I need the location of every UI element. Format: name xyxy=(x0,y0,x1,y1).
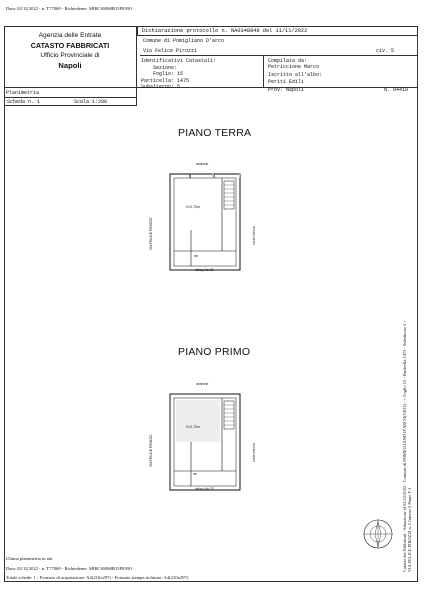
civic-number: civ. 5 xyxy=(375,48,394,54)
ident-sezione: Sezione: xyxy=(153,64,178,71)
floor-title-ground: PIANO TERRA xyxy=(178,127,252,139)
ground-door-mark-b xyxy=(239,174,240,178)
top-meta: Data: 02/12/2022 - n. T77068 - Richiedente: SBBCSM68B13F839O xyxy=(6,6,133,11)
side-vertical-text xyxy=(402,320,412,572)
compilata-prov: Prov. Napoli xyxy=(268,86,305,93)
agency-box xyxy=(4,26,137,88)
bottom-note: Ultima planimetria in atti xyxy=(6,556,53,561)
plan-box xyxy=(4,88,137,106)
first-label-wc: wc xyxy=(193,472,198,476)
ground-door-mark-a xyxy=(212,174,214,178)
ident-foglio: Foglio: 15 xyxy=(153,71,184,78)
ident-box xyxy=(137,56,264,91)
plan-label: Planimetria xyxy=(6,90,40,96)
bottom-meta-2: Totale schede: 1 - Formato di acquisizione: A4(210x297) - Formato stampa richiesto: A4(210x297) xyxy=(6,575,189,580)
compilata-name: Petriccione Marco xyxy=(268,64,320,71)
scale-label: Scala 1:200 xyxy=(74,99,108,105)
ground-stair xyxy=(224,181,234,209)
declaration-row xyxy=(137,26,418,36)
compilata-num: N. 04410 xyxy=(383,86,408,93)
compilata-albo: Periti Edili xyxy=(268,78,305,85)
ident-title: Identificativi Catastali: xyxy=(141,58,217,64)
ground-label-wc: wc xyxy=(194,254,199,258)
side-line-1: Catasto dei Fabbricati - Situazione al 02/12/2022 - Comune di POMIGLIANO D'ARCO(G812) - < Foglio 15 - Particella 1475 - Subalterno 5 > xyxy=(402,320,407,572)
ground-inner-wall xyxy=(174,178,236,266)
ground-label-height: H=2,70m xyxy=(186,205,200,209)
first-floor-watermark-blur xyxy=(176,400,220,442)
ident-particella: Particella: 1475 xyxy=(141,77,190,84)
agency-line-2: CATASTO FABBRICATI xyxy=(30,41,110,50)
ground-label-bottom: altra p.lla 23 xyxy=(195,268,214,272)
agency-line-3: Ufficio Provinciale di xyxy=(40,52,100,59)
compilata-iscritto: Iscritto all'albo: xyxy=(268,72,323,79)
agency-line-4: Napoli xyxy=(58,61,82,70)
compilata-box xyxy=(264,56,418,93)
first-label-street: VIA FELICE PIROZZI xyxy=(149,434,153,467)
first-label-bottom: altra p.lla 23 xyxy=(195,487,214,491)
first-label-androne: androne xyxy=(196,382,209,386)
ground-outer-wall xyxy=(170,174,240,270)
address-text: Via Felice Pirozzi xyxy=(143,48,198,54)
first-label-court: corte interna xyxy=(252,443,256,462)
declaration-text: Dichiarazione protocollo n. NA0348849 del 11/11/2022 xyxy=(142,28,308,34)
sheet-number: Scheda n. 1 xyxy=(7,99,41,105)
ground-label-court: corte interna xyxy=(252,226,256,245)
sheet-row xyxy=(4,97,137,106)
ground-label-street: VIA FELICE PIROZZI xyxy=(149,217,153,250)
agency-line-1: Agenzia delle Entrate xyxy=(38,32,102,39)
north-arrow xyxy=(360,516,396,552)
bottom-meta-1: Data: 02/12/2022 - n. T77068 - Richiedente: SBBCSM68B13F839O xyxy=(6,566,133,571)
ident-subalterno: Subalterno: 5 xyxy=(141,84,181,91)
comune-row xyxy=(140,36,275,45)
comune-text: Comune di Pomigliano D'arco xyxy=(143,38,225,44)
first-stair xyxy=(224,401,234,429)
address-row xyxy=(140,46,418,56)
floor-title-first: PIANO PRIMO xyxy=(178,346,251,358)
ground-label-androne: androne xyxy=(196,162,209,166)
side-line-2: VIA FELICE PIROZZI n. 5 Interno 5 Piano T-1 xyxy=(407,487,413,572)
first-label-height: H=2,70m xyxy=(186,425,200,429)
compilata-title: Compilata da: xyxy=(268,58,308,64)
